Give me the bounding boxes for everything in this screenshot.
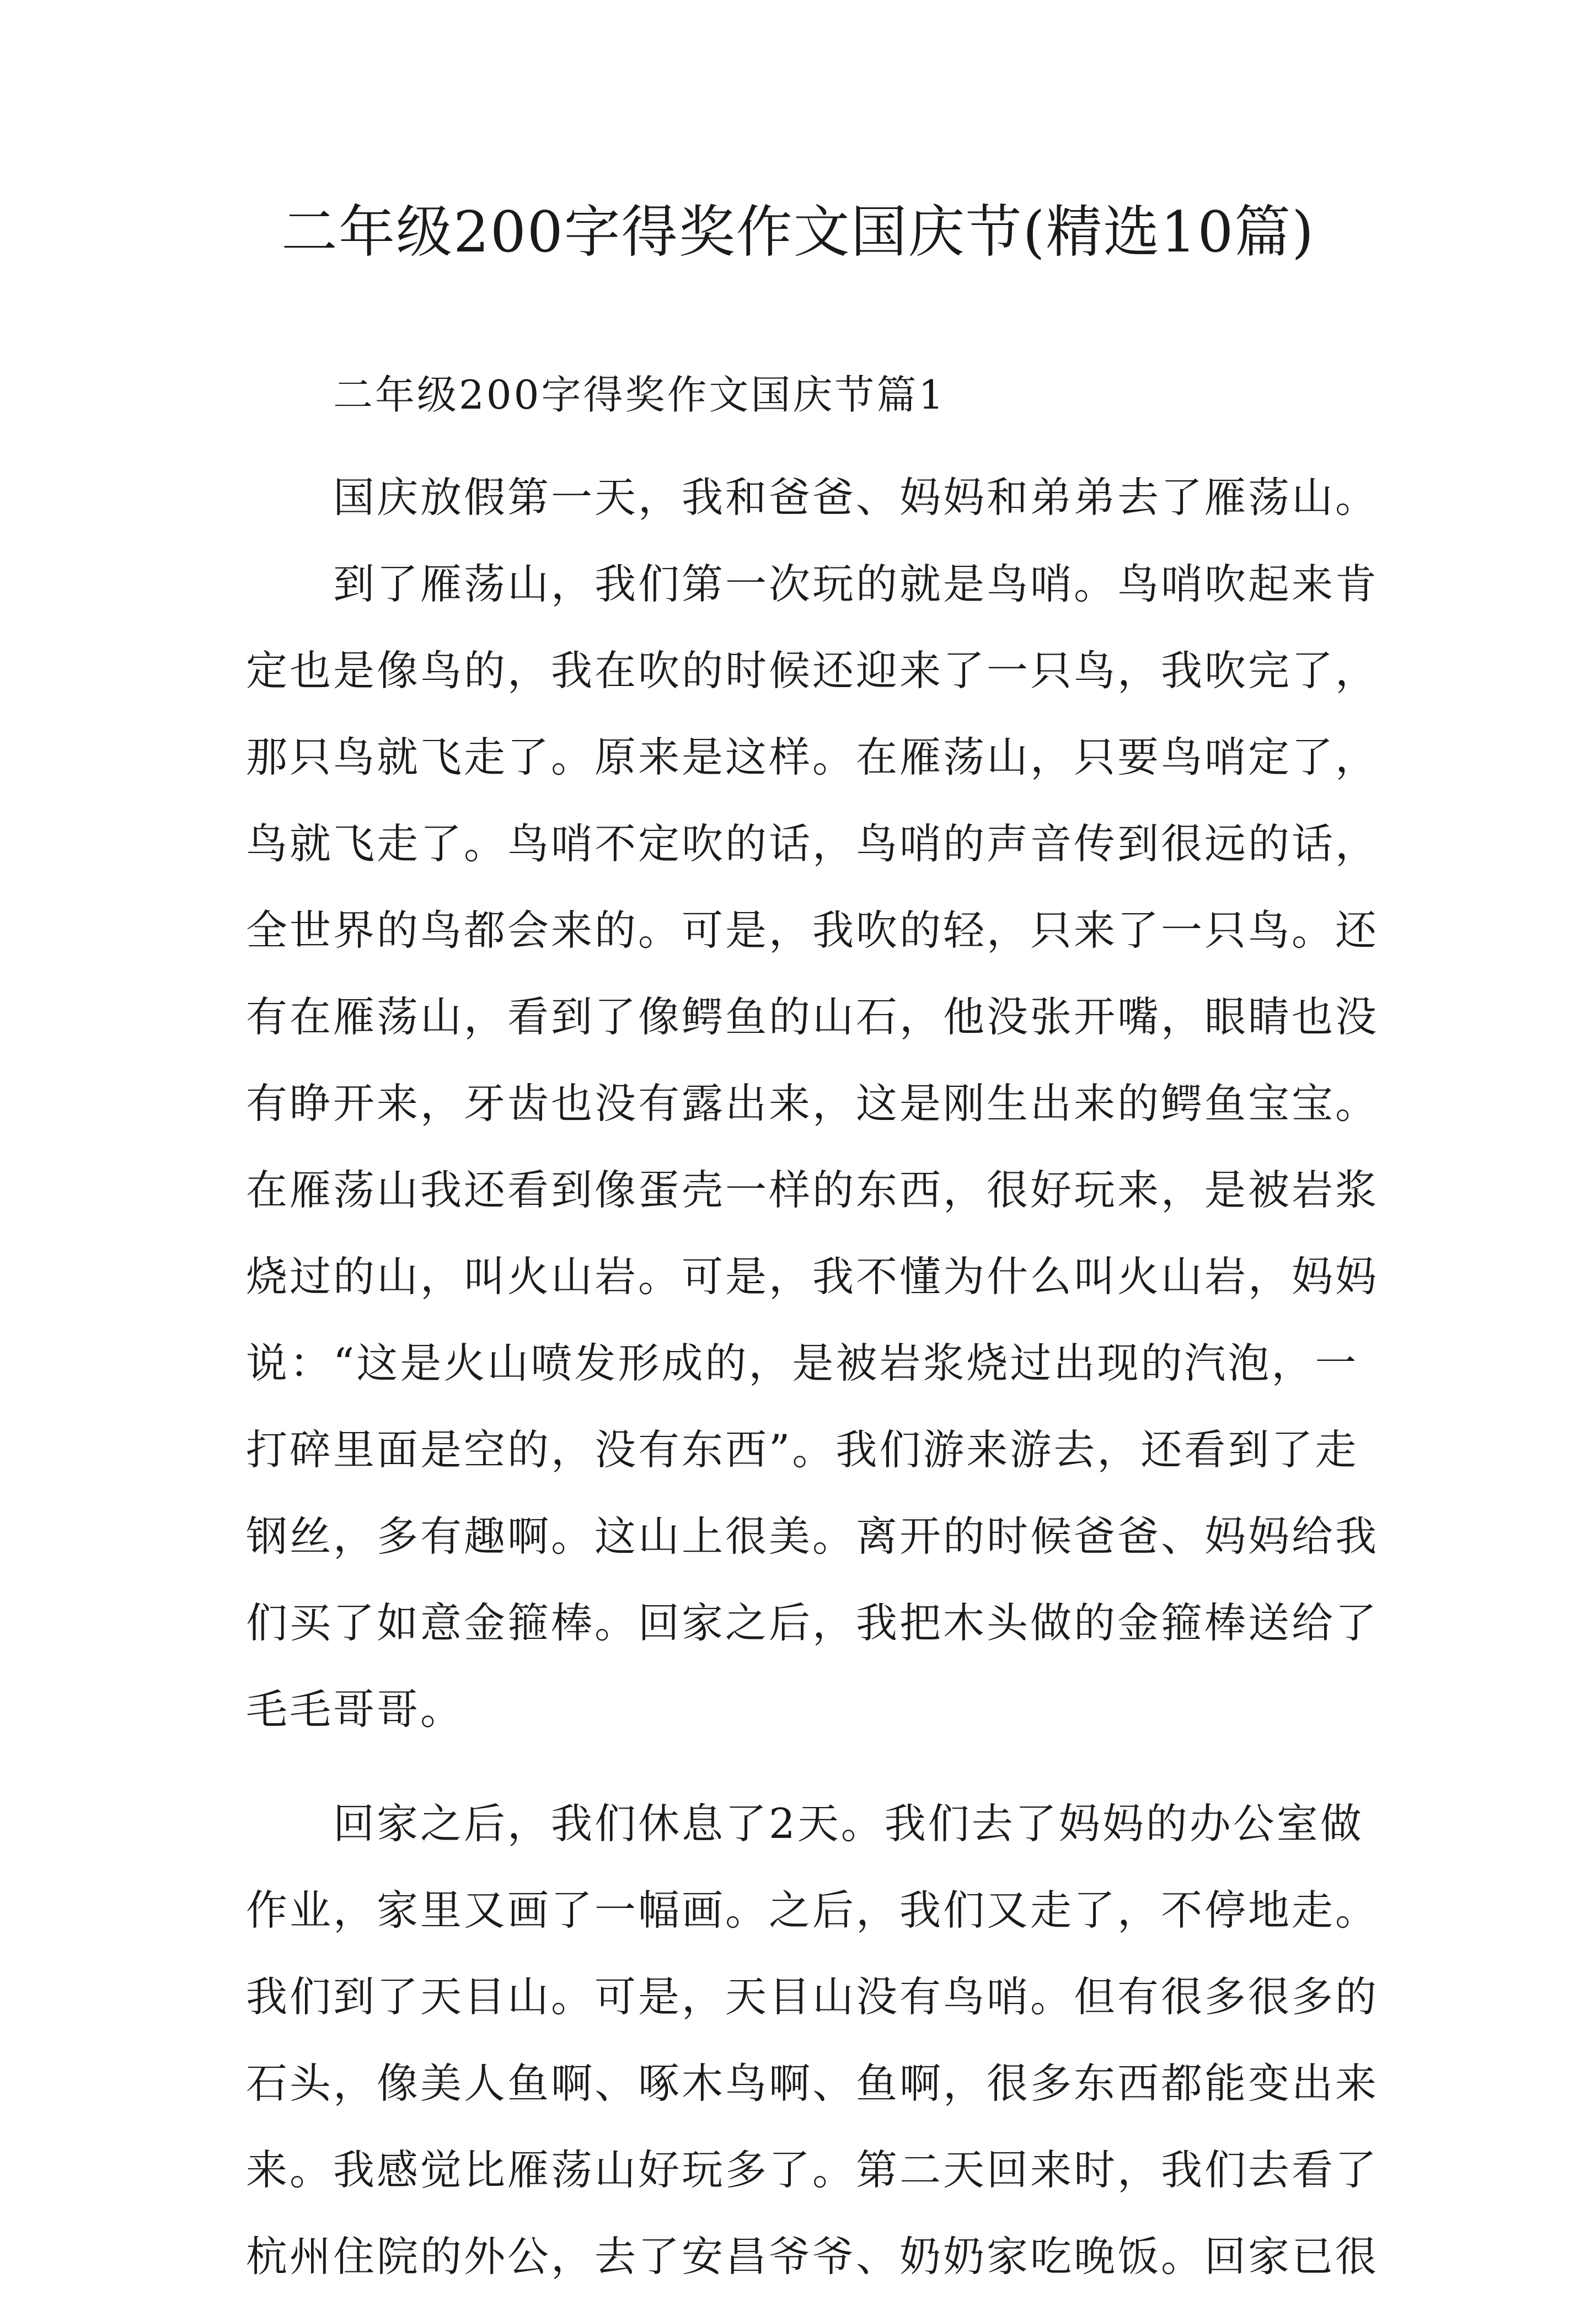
- paragraph-line: 国庆放假第一天，我和爸爸、妈妈和弟弟去了雁荡山。: [333, 473, 1379, 522]
- paragraph-line: 有在雁荡山，看到了像鳄鱼的山石，他没张开嘴，眼睛也没: [246, 993, 1379, 1041]
- document-title: 二年级200字得奖作文国庆节(精选10篇): [281, 200, 1315, 265]
- paragraph-1: [246, 454, 1404, 541]
- paragraph-line: 回家之后，我们休息了2天。我们去了妈妈的办公室做: [333, 1799, 1364, 1848]
- paragraph-line: 来。我感觉比雁荡山好玩多了。第二天回来时，我们去看了: [246, 2146, 1379, 2194]
- paragraph-line: 说：“这是火山喷发形成的，是被岩浆烧过出现的汽泡，一: [246, 1339, 1359, 1387]
- paragraph-line: 那只鸟就飞走了。原来是这样。在雁荡山，只要鸟哨定了，: [246, 733, 1379, 781]
- paragraph-line: 石头，像美人鱼啊、啄木鸟啊、鱼啊，很多东西都能变出来: [246, 2059, 1379, 2108]
- paragraph-line: 打碎里面是空的，没有东西”。我们游来游去，还看到了走: [246, 1425, 1359, 1474]
- paragraph-line: 杭州住院的外公，去了安昌爷爷、奶奶家吃晚饭。回家已很: [246, 2232, 1379, 2281]
- paragraph-line: 毛毛哥哥。: [246, 1685, 464, 1734]
- paragraph-line: 鸟就飞走了。鸟哨不定吹的话，鸟哨的声音传到很远的话，: [246, 819, 1379, 868]
- section-heading: 二年级200字得奖作文国庆节篇1: [333, 372, 946, 418]
- paragraph-line: 到了雁荡山，我们第一次玩的就是鸟哨。鸟哨吹起来肯: [333, 560, 1379, 608]
- paragraph-2: [246, 541, 1404, 1753]
- paragraph-line: 全世界的鸟都会来的。可是，我吹的轻，只来了一只鸟。还: [246, 906, 1379, 955]
- paragraph-line: 定也是像鸟的，我在吹的时候还迎来了一只鸟，我吹完了，: [246, 646, 1379, 695]
- paragraph-line: 们买了如意金箍棒。回家之后，我把木头做的金箍棒送给了: [246, 1599, 1379, 1647]
- paragraph-line: 我们到了天目山。可是，天目山没有鸟哨。但有很多很多的: [246, 1972, 1379, 2021]
- paragraph-line: 有睁开来，牙齿也没有露出来，这是刚生出来的鳄鱼宝宝。: [246, 1079, 1379, 1128]
- paragraph-line: 钢丝，多有趣啊。这山上很美。离开的时候爸爸、妈妈给我: [246, 1512, 1379, 1561]
- paragraph-line: 在雁荡山我还看到像蛋壳一样的东西，很好玩来，是被岩浆: [246, 1166, 1379, 1214]
- paragraph-line: 烧过的山，叫火山岩。可是，我不懂为什么叫火山岩，妈妈: [246, 1252, 1379, 1301]
- paragraph-3: [246, 1781, 1404, 2300]
- paragraph-line: 作业，家里又画了一幅画。之后，我们又走了，不停地走。: [246, 1886, 1379, 1934]
- document-body: [246, 364, 1404, 2300]
